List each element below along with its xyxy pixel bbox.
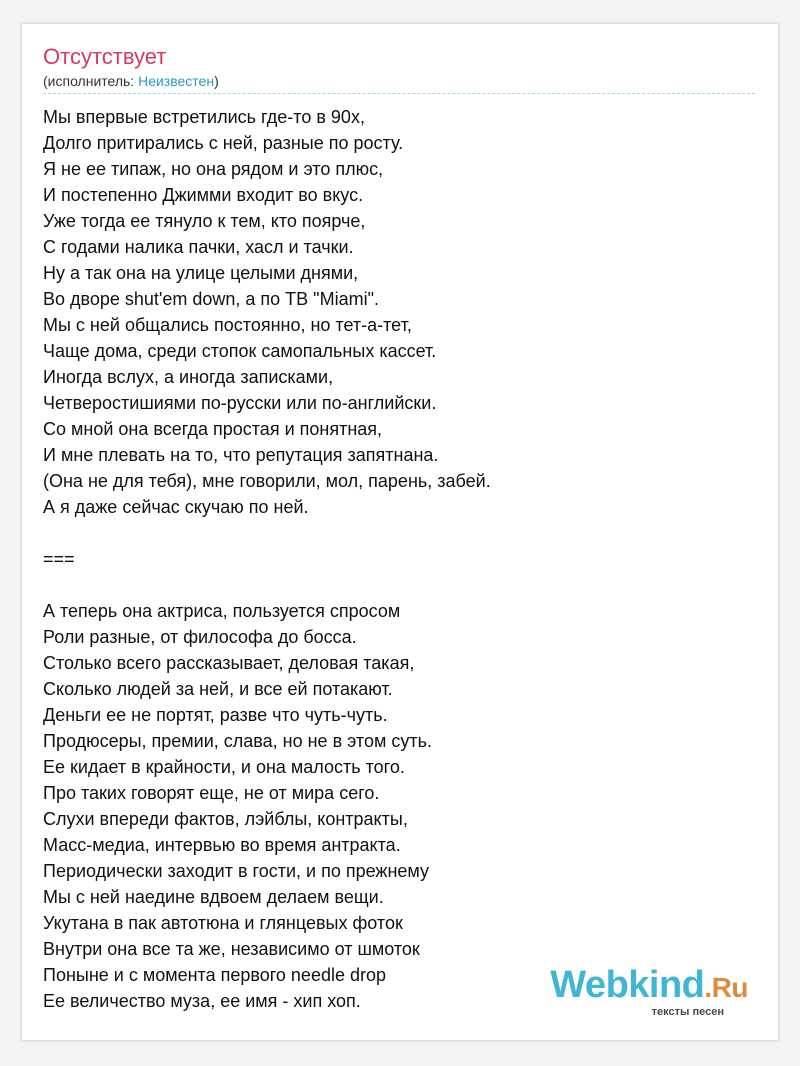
lyric-line: А я даже сейчас скучаю по ней. [43, 497, 309, 517]
lyric-line: С годами налика пачки, хасл и тачки. [43, 237, 354, 257]
site-logo[interactable] [550, 965, 748, 1018]
lyric-line: Мы впервые встретились где-то в 90х, [43, 107, 365, 127]
logo-tld: .Ru [704, 972, 748, 1003]
lyrics-card [22, 24, 778, 1040]
lyric-line: Поныне и с момента первого needle drop [43, 965, 387, 985]
lyric-line [43, 572, 753, 598]
lyric-line: === [43, 549, 75, 569]
divider [43, 93, 755, 94]
lyrics-body [43, 104, 753, 1014]
lyric-line: И постепенно Джимми входит во вкус. [43, 185, 364, 205]
lyric-line: Масс-медиа, интервью во время антракта. [43, 835, 401, 855]
lyric-line: Продюсеры, премии, слава, но не в этом суть. [43, 731, 432, 751]
lyric-line: Во дворе shut'em down, а по ТВ "Miami". [43, 289, 379, 309]
lyric-line: Со мной она всегда простая и понятная, [43, 419, 383, 439]
lyric-line: Иногда вслух, а иногда записками, [43, 367, 334, 387]
artist-link[interactable]: Неизвестен [138, 73, 215, 89]
lyric-line: А теперь она актриса, пользуется спросом [43, 601, 401, 621]
lyric-line: Сколько людей за ней, и все ей потакают. [43, 679, 393, 699]
lyric-line: Деньги ее не портят, разве что чуть-чуть. [43, 705, 388, 725]
lyric-line: Столько всего рассказывает, деловая такая, [43, 653, 415, 673]
lyric-line: Долго притирались с ней, разные по росту. [43, 133, 404, 153]
song-title: Отсутствует [43, 44, 167, 69]
logo-wordmark [550, 965, 748, 1008]
artist-suffix: ) [214, 73, 219, 89]
logo-tagline: тексты песен [651, 1006, 724, 1018]
lyric-line: Уже тогда ее тянуло к тем, кто поярче, [43, 211, 366, 231]
lyric-line: Ее кидает в крайности, и она малость того. [43, 757, 405, 777]
lyric-line: Четверостишиями по-русски или по-английски. [43, 393, 437, 413]
lyric-line: Слухи впереди фактов, лэйблы, контракты, [43, 809, 408, 829]
lyric-line: Ее величество муза, ее имя - хип хоп. [43, 991, 361, 1011]
lyric-line: Роли разные, от философа до босса. [43, 627, 357, 647]
lyric-line: Внутри она все та же, независимо от шмоток [43, 939, 420, 959]
lyric-line: Укутана в пак автотюна и глянцевых фоток [43, 913, 403, 933]
lyric-line: Чаще дома, среди стопок самопальных кассет. [43, 341, 437, 361]
artist-line [43, 72, 219, 90]
lyric-line: Периодически заходит в гости, и по прежнему [43, 861, 429, 881]
lyric-line: Мы с ней наедине вдвоем делаем вещи. [43, 887, 384, 907]
lyric-line: Мы с ней общались постоянно, но тет-а-тет, [43, 315, 412, 335]
lyric-line: Про таких говорят еще, не от мира сего. [43, 783, 380, 803]
lyric-line [43, 520, 753, 546]
lyric-line: Ну а так она на улице целыми днями, [43, 263, 359, 283]
artist-prefix: (исполнитель: [43, 73, 139, 89]
lyric-line: (Она не для тебя), мне говорили, мол, парень, забей. [43, 471, 491, 491]
lyric-line: Я не ее типаж, но она рядом и это плюс, [43, 159, 384, 179]
logo-name: Webkind [550, 964, 705, 1006]
lyric-line: И мне плевать на то, что репутация запятнана. [43, 445, 439, 465]
